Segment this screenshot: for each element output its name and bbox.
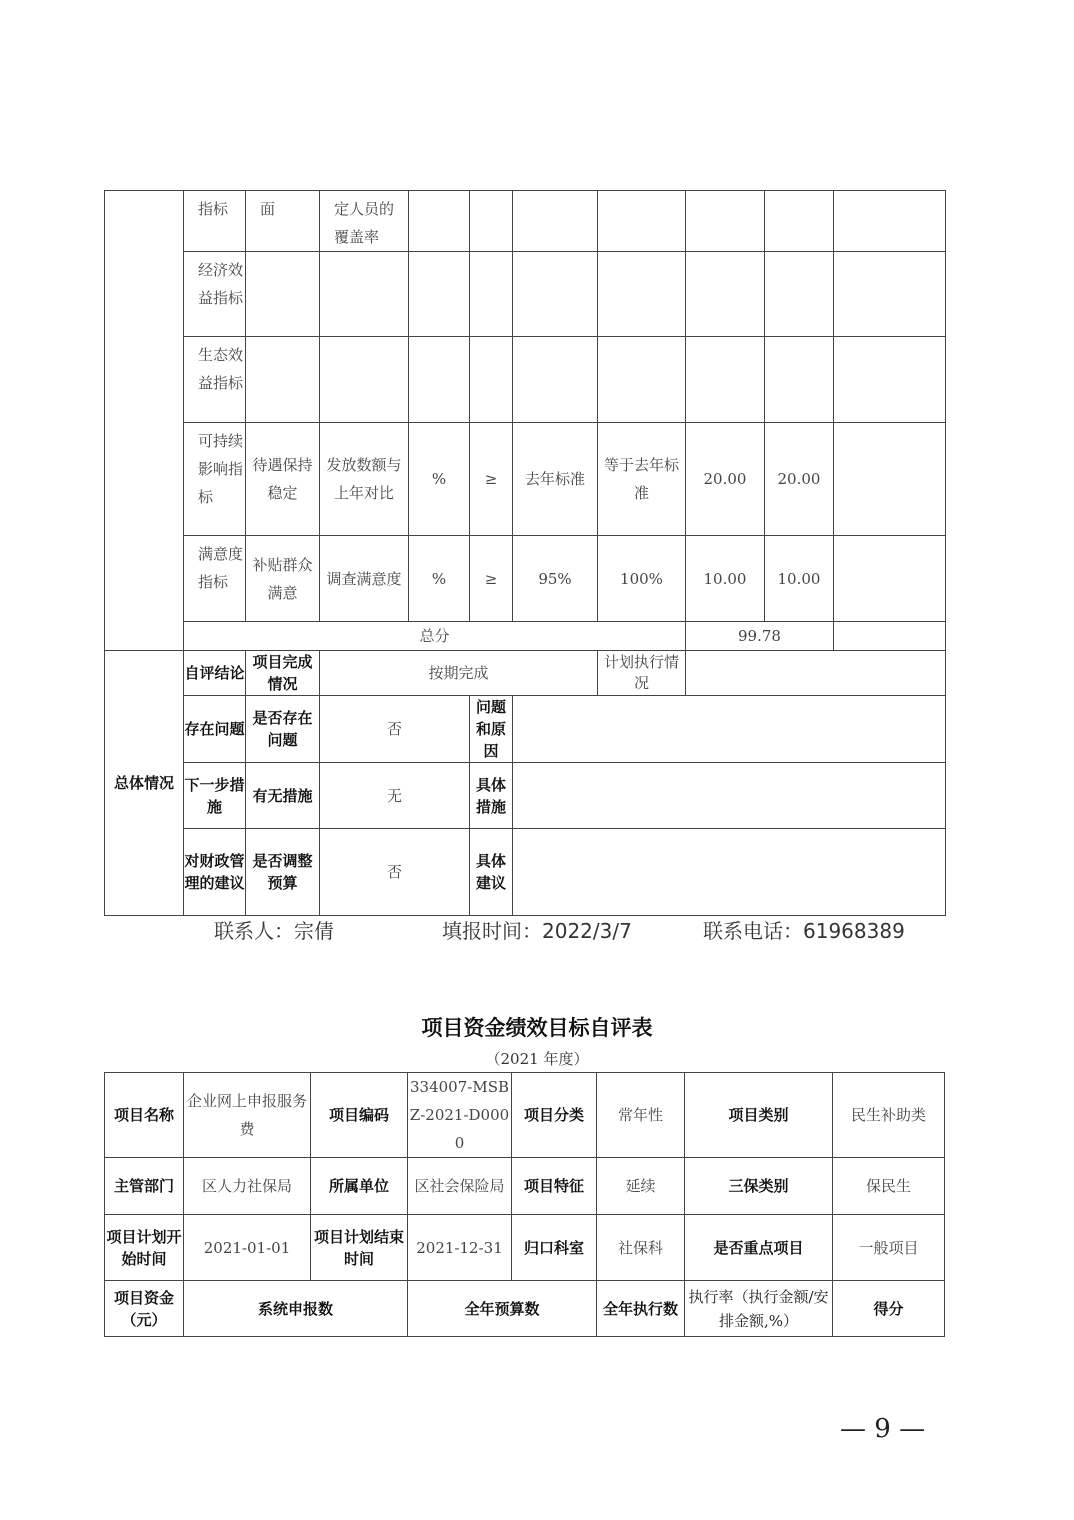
contact-person: 联系人：宗倩 [214, 919, 334, 943]
table-row: 生态效益指标 [105, 337, 946, 423]
table-row: 下一步措施 有无措施 无 具体措施 [105, 763, 946, 829]
page-number: — 9 — [840, 1414, 926, 1444]
table-row: 总体情况 自评结论 项目完成情况 按期完成 计划执行情况 [105, 651, 946, 696]
report-date: 填报时间：2022/3/7 [442, 919, 632, 943]
page-title: 项目资金绩效目标自评表 [421, 1016, 653, 1040]
table-row: 项目计划开始时间 2021-01-01 项目计划结束时间 2021-12-31 归口科室 社保科 是否重点项目 一般项目 [105, 1215, 945, 1281]
total-row: 总分 99.78 [105, 622, 946, 651]
table-row: 满意度指标 补贴群众满意 调查满意度 % ≥ 95% 100% 10.00 10.00 [105, 536, 946, 622]
table-row: 项目资金（元） 系统申报数 全年预算数 全年执行数 执行率（执行金额/安排金额,%） 得分 [105, 1281, 945, 1337]
year-label: （2021 年度） [485, 1050, 589, 1068]
contact-phone: 联系电话：61968389 [703, 919, 905, 943]
table-row: 对财政管理的建议 是否调整预算 否 具体建议 [105, 829, 946, 916]
performance-indicator-table [104, 190, 946, 916]
table-row: 可持续影响指标 待遇保持稳定 发放数额与上年对比 % ≥ 去年标准 等于去年标准 20.00 20.00 [105, 423, 946, 536]
table-row: 指标 面 定人员的覆盖率 [105, 191, 946, 252]
table-row: 存在问题 是否存在问题 否 问题和原因 [105, 696, 946, 763]
table-row: 经济效益指标 [105, 252, 946, 337]
table-row: 主管部门 区人力社保局 所属单位 区社会保险局 项目特征 延续 三保类别 保民生 [105, 1158, 945, 1215]
table-row: 项目名称 企业网上申报服务费 项目编码 334007-MSBZ-2021-D0000 项目分类 常年性 项目类别 民生补助类 [105, 1073, 945, 1158]
project-info-table [104, 1072, 945, 1337]
